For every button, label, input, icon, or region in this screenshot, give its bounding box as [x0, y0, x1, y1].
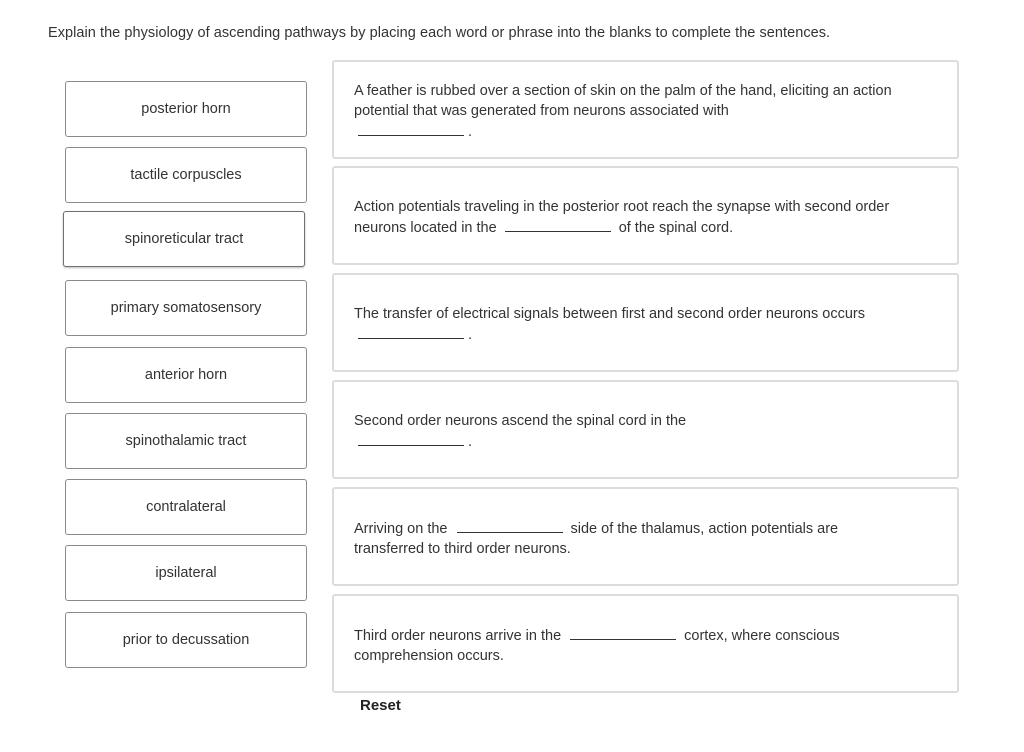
sentence-text-before: Action potentials traveling in the posterior root reach the synapse with second order neurons located in the	[354, 199, 890, 236]
word-tile-tactile-corpuscles[interactable]	[65, 147, 307, 203]
word-tile-label: spinoreticular tract	[124, 231, 244, 247]
reset-button[interactable]: Reset	[360, 697, 401, 714]
sentence-text-after: .	[468, 434, 473, 450]
word-tile-label: ipsilateral	[155, 565, 217, 581]
word-tile-label: spinothalamic tract	[125, 433, 247, 449]
sentence-box-2	[332, 166, 959, 265]
word-tile-anterior-horn[interactable]	[65, 347, 307, 403]
word-tile-label: contralateral	[146, 499, 226, 515]
sentence-text-after: of the spinal cord.	[618, 220, 734, 236]
sentence-text-before: A feather is rubbed over a section of skin on the palm of the hand, eliciting an action potential that was generated from neurons associated with	[354, 83, 892, 119]
answer-blank-4[interactable]	[358, 431, 464, 446]
sentence-text-before: Second order neurons ascend the spinal cord in the	[354, 413, 687, 429]
sentence-text-after: .	[468, 327, 473, 343]
sentence-box-4	[332, 380, 959, 479]
instruction-text: Explain the physiology of ascending pathways by placing each word or phrase into the blanks to complete the sentences.	[48, 25, 831, 41]
word-tile-spinoreticular-tract[interactable]	[63, 211, 305, 267]
sentence-box-5	[332, 487, 959, 586]
word-tile-prior-to-decussation[interactable]	[65, 612, 307, 668]
word-tile-label: prior to decussation	[122, 632, 250, 648]
word-tile-ipsilateral[interactable]	[65, 545, 307, 601]
word-tile-primary-somatosensory[interactable]	[65, 280, 307, 336]
answer-blank-6[interactable]	[570, 625, 676, 640]
answer-blank-2[interactable]	[505, 217, 611, 232]
sentence-text-after: .	[468, 124, 473, 140]
sentence-text-before: Third order neurons arrive in the	[354, 628, 562, 644]
word-tile-posterior-horn[interactable]	[65, 81, 307, 137]
word-tile-spinothalamic-tract[interactable]	[65, 413, 307, 469]
word-tile-label: anterior horn	[144, 367, 228, 383]
answer-blank-1[interactable]	[358, 121, 464, 136]
word-tile-label: posterior horn	[141, 101, 231, 117]
sentence-box-1	[332, 60, 959, 159]
sentence-text-before: The transfer of electrical signals between first and second order neurons occurs	[354, 306, 865, 322]
word-tile-label: tactile corpuscles	[130, 167, 242, 183]
word-tile-label: primary somatosensory	[110, 300, 262, 316]
sentence-text-before: Arriving on the	[354, 521, 448, 537]
answer-blank-5[interactable]	[457, 518, 563, 533]
answer-blank-3[interactable]	[358, 324, 464, 339]
sentence-box-6	[332, 594, 959, 693]
sentence-box-3	[332, 273, 959, 372]
word-tile-contralateral[interactable]	[65, 479, 307, 535]
sentence-text-after: cortex, where conscious comprehension occurs.	[354, 628, 840, 664]
sentence-text-after: side of the thalamus, action potentials are transferred to third order neurons.	[354, 521, 839, 557]
